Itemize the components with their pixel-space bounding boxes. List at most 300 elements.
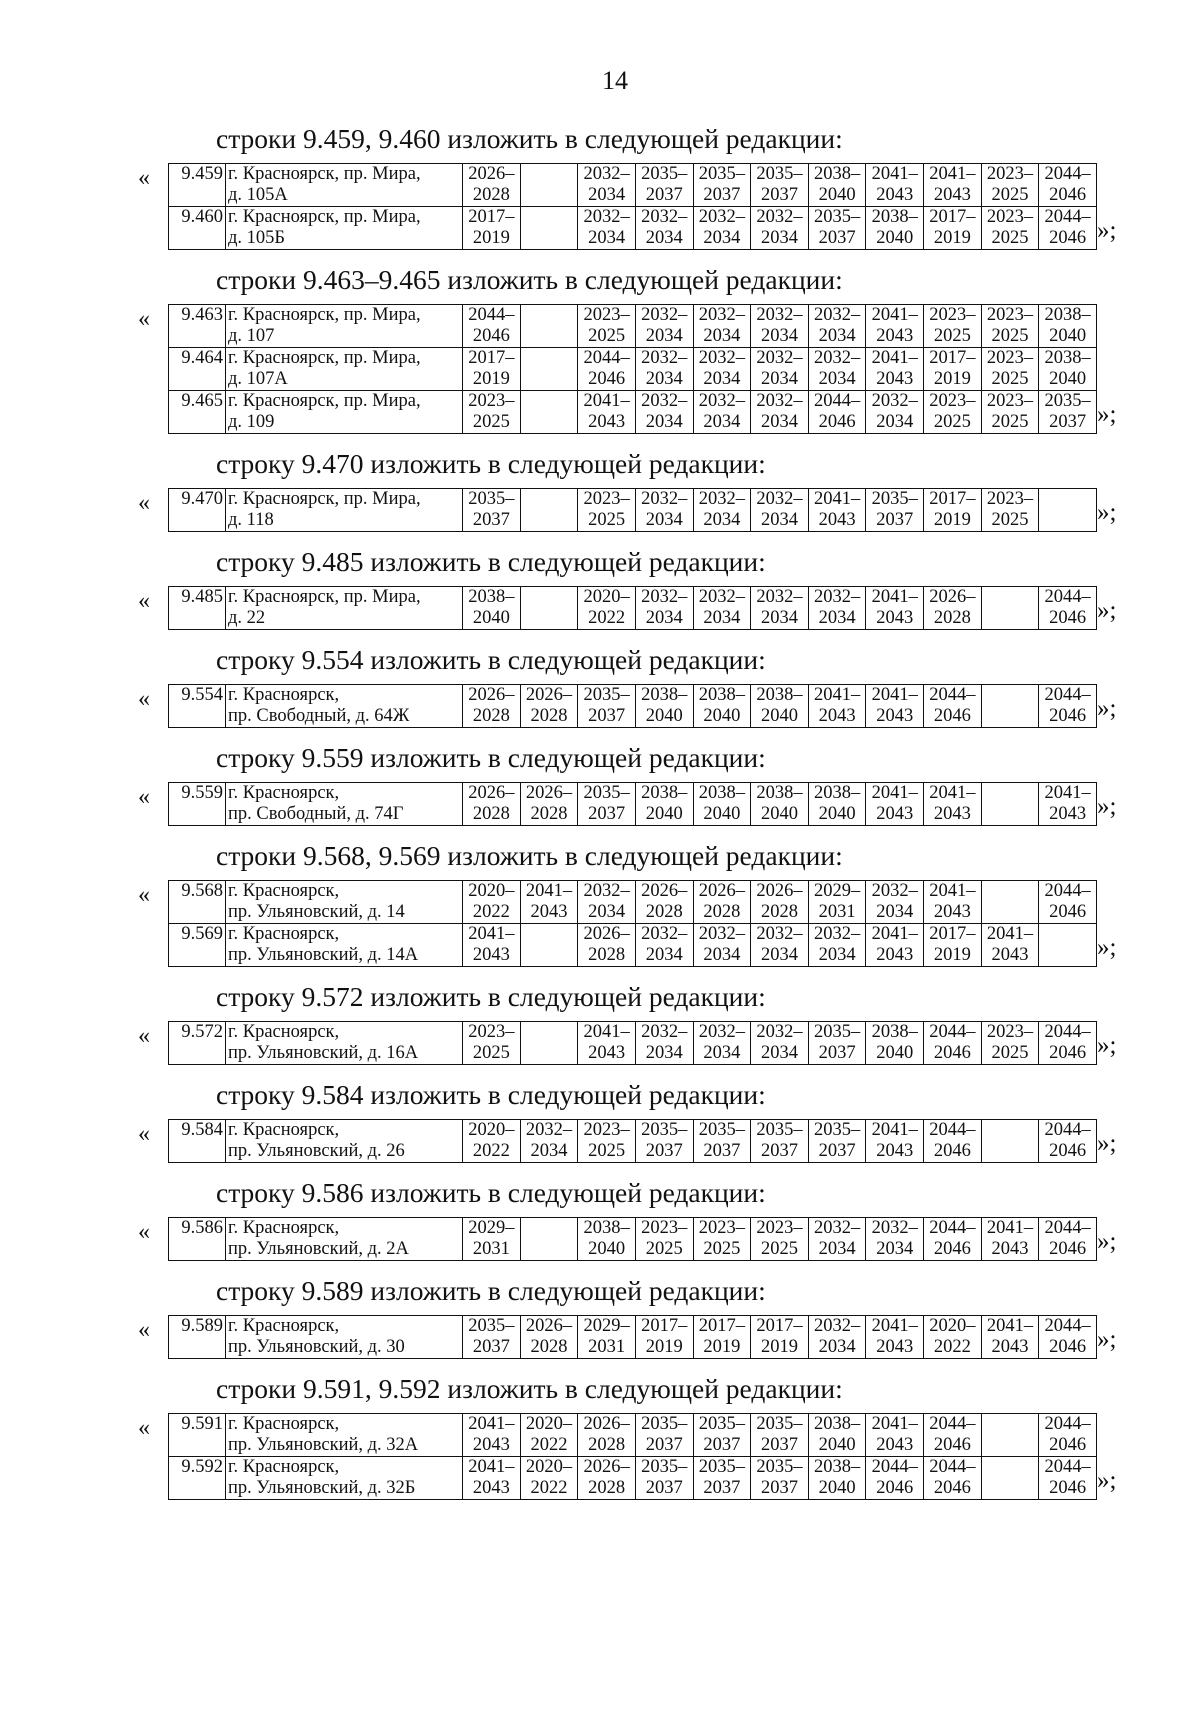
year-start: 2041–: [929, 164, 976, 184]
year-end: 2046: [1049, 1141, 1087, 1161]
year-range-cell: [578, 685, 636, 728]
year-start: 2032–: [756, 1022, 803, 1042]
year-range-cell: [1039, 164, 1097, 207]
year-end: 2040: [818, 804, 856, 824]
year-end: 2043: [876, 1435, 914, 1455]
amendment-instruction: строки 9.591, 9.592 изложить в следующей редакции:: [216, 1373, 843, 1404]
year-range-cell: [520, 489, 578, 532]
year-start: 2038–: [871, 1022, 918, 1042]
year-end: 2025: [588, 510, 626, 530]
year-end: 2025: [991, 326, 1029, 346]
year-start: 2032–: [813, 348, 861, 368]
year-start: 2026–: [641, 881, 688, 901]
amendment-table: [168, 1217, 1097, 1261]
year-end: 2043: [818, 706, 856, 726]
year-start: 2035–: [813, 1120, 861, 1140]
year-end: 2022: [588, 608, 626, 628]
year-end: 2046: [588, 369, 626, 389]
year-end: 2040: [645, 706, 683, 726]
amendment-instruction: строки 9.568, 9.569 изложить в следующей редакции:: [216, 840, 843, 871]
year-start: 2032–: [756, 305, 803, 325]
address-line-1: г. Красноярск,: [228, 1022, 340, 1042]
year-start: 2041–: [986, 1316, 1034, 1336]
year-range-cell: [578, 881, 636, 924]
year-start: 2026–: [929, 587, 976, 607]
year-range-cell: [1039, 1218, 1097, 1261]
year-range-cell: [520, 391, 578, 434]
year-end: 2037: [760, 1435, 798, 1455]
year-range-cell: [635, 1316, 693, 1359]
year-start: [523, 348, 576, 369]
year-start: 2032–: [698, 348, 745, 368]
year-range-cell: [924, 1457, 982, 1500]
address-line-1: г. Красноярск,: [228, 1218, 340, 1238]
year-range-cell: [578, 1120, 636, 1163]
closing-quote: »;: [1097, 499, 1117, 526]
year-end: 2037: [645, 1435, 683, 1455]
amendment-instruction: строку 9.586 изложить в следующей редакции:: [216, 1177, 766, 1208]
table-row: [169, 305, 1097, 348]
year-start: 2044–: [1044, 1457, 1091, 1477]
year-start: 2041–: [929, 783, 976, 803]
year-start: 2044–: [1044, 1022, 1091, 1042]
year-range-cell: [751, 489, 809, 532]
year-end: 2043: [472, 1435, 510, 1455]
year-start: 2032–: [698, 587, 745, 607]
year-range-cell: [981, 348, 1039, 391]
year-end: 2037: [472, 1337, 510, 1357]
year-range-cell: [1039, 783, 1097, 826]
year-start: 2020–: [468, 1120, 515, 1140]
year-end: 2028: [645, 902, 683, 922]
year-end: 2019: [645, 1337, 683, 1357]
year-end: 2040: [818, 1478, 856, 1498]
year-end: 2019: [472, 228, 510, 248]
year-end: 2043: [876, 369, 914, 389]
year-range-cell: [981, 391, 1039, 434]
page-number: 14: [602, 66, 628, 95]
address-line-1: г. Красноярск,: [228, 1316, 340, 1336]
year-start: 2023–: [756, 1218, 803, 1238]
year-start: 2032–: [698, 305, 745, 325]
year-end: 2037: [703, 185, 741, 205]
year-range-cell: [578, 1316, 636, 1359]
year-end: 2034: [645, 945, 683, 965]
year-end: 2037: [876, 510, 914, 530]
year-end: 2022: [530, 1435, 568, 1455]
year-end: 2037: [645, 1141, 683, 1161]
year-end: 2028: [530, 706, 568, 726]
closing-quote: »;: [1097, 934, 1117, 961]
year-start: 2032–: [698, 924, 745, 944]
year-range-cell: [463, 1414, 521, 1457]
address-line-2: пр. Ульяновский, д. 32А: [228, 1435, 419, 1455]
year-end: 2037: [760, 1141, 798, 1161]
year-range-cell: [635, 1022, 693, 1065]
year-end: 2037: [703, 1141, 741, 1161]
address-line-1: г. Красноярск,: [228, 1457, 340, 1477]
year-end: 2040: [760, 804, 798, 824]
year-start: 2041–: [871, 1120, 918, 1140]
year-range-cell: [751, 881, 809, 924]
year-end: 2028: [588, 1435, 626, 1455]
year-end: 2043: [876, 804, 914, 824]
year-range-cell: [520, 1414, 578, 1457]
year-start: [984, 587, 1037, 608]
year-range-cell: [520, 1120, 578, 1163]
year-range-cell: [693, 207, 751, 250]
year-end: 2025: [588, 326, 626, 346]
year-range-cell: [751, 1120, 809, 1163]
table-row: [169, 1022, 1097, 1065]
table-row: [169, 164, 1097, 207]
year-start: 2032–: [698, 1022, 745, 1042]
year-end: [523, 185, 576, 206]
opening-quote: «: [138, 882, 150, 908]
year-end: [523, 369, 576, 390]
year-range-cell: [635, 1120, 693, 1163]
year-range-cell: [635, 587, 693, 630]
year-end: 2037: [1049, 412, 1087, 432]
opening-quote: «: [138, 1317, 150, 1343]
year-range-cell: [520, 305, 578, 348]
year-start: 2017–: [929, 348, 976, 368]
row-number: 9.465: [169, 391, 226, 434]
year-end: 2037: [703, 1435, 741, 1455]
year-range-cell: [981, 587, 1039, 630]
row-number: 9.584: [169, 1120, 226, 1163]
year-end: 2043: [876, 326, 914, 346]
year-start: 2029–: [813, 881, 861, 901]
row-address: [226, 587, 463, 630]
year-range-cell: [578, 1414, 636, 1457]
amendment-instruction: строку 9.554 изложить в следующей редакции:: [216, 644, 766, 675]
year-range-cell: [924, 685, 982, 728]
year-range-cell: [981, 1316, 1039, 1359]
year-range-cell: [520, 587, 578, 630]
year-start: 2035–: [641, 1457, 688, 1477]
year-range-cell: [808, 164, 866, 207]
year-end: 2025: [472, 1043, 510, 1063]
year-range-cell: [635, 1218, 693, 1261]
year-end: 2040: [645, 804, 683, 824]
year-start: 2035–: [583, 685, 630, 705]
year-range-cell: [808, 391, 866, 434]
year-start: 2035–: [871, 489, 918, 509]
closing-quote: »;: [1097, 1326, 1117, 1353]
year-start: 2023–: [641, 1218, 688, 1238]
year-range-cell: [463, 587, 521, 630]
table-row: [169, 587, 1097, 630]
year-range-cell: [520, 348, 578, 391]
year-start: 2038–: [641, 783, 688, 803]
year-start: 2041–: [871, 305, 918, 325]
year-end: 2025: [991, 412, 1029, 432]
year-end: 2028: [933, 608, 971, 628]
year-end: 2034: [703, 369, 741, 389]
year-start: 2032–: [871, 1218, 918, 1238]
year-range-cell: [693, 1022, 751, 1065]
year-start: 2041–: [929, 881, 976, 901]
year-end: [523, 510, 576, 531]
year-start: 2023–: [986, 305, 1034, 325]
address-line-1: г. Красноярск,: [228, 924, 340, 944]
year-end: 2034: [703, 945, 741, 965]
year-range-cell: [808, 1218, 866, 1261]
year-end: 2037: [645, 185, 683, 205]
year-end: 2034: [645, 510, 683, 530]
year-start: 2035–: [641, 1414, 688, 1434]
address-line-2: д. 118: [228, 510, 274, 530]
year-start: 2029–: [583, 1316, 630, 1336]
year-end: 2034: [876, 1239, 914, 1259]
year-range-cell: [808, 348, 866, 391]
year-start: 2038–: [468, 587, 515, 607]
address-line-2: д. 107: [228, 326, 275, 346]
year-end: 2046: [1049, 1478, 1087, 1498]
year-start: [984, 1120, 1037, 1141]
year-start: [523, 1022, 576, 1043]
year-start: 2017–: [929, 489, 976, 509]
amendment-instruction: строку 9.559 изложить в следующей редакции:: [216, 742, 766, 773]
year-start: 2032–: [525, 1120, 573, 1140]
amendment-instruction: строку 9.572 изложить в следующей редакции:: [216, 981, 766, 1012]
year-end: [1041, 945, 1094, 966]
row-number: 9.485: [169, 587, 226, 630]
year-range-cell: [520, 924, 578, 967]
year-end: 2034: [760, 1043, 798, 1063]
year-range-cell: [1039, 391, 1097, 434]
amendment-block: [138, 782, 1117, 826]
year-start: 2035–: [641, 164, 688, 184]
year-start: 2044–: [1044, 587, 1091, 607]
year-end: 2031: [472, 1239, 510, 1259]
year-end: 2043: [991, 945, 1029, 965]
year-end: 2046: [933, 1043, 971, 1063]
year-range-cell: [693, 305, 751, 348]
row-number: 9.568: [169, 881, 226, 924]
year-start: 2032–: [641, 924, 688, 944]
year-range-cell: [463, 881, 521, 924]
year-start: 2044–: [929, 1022, 976, 1042]
year-end: 2043: [933, 902, 971, 922]
year-end: 2046: [1049, 185, 1087, 205]
year-start: 2023–: [986, 391, 1034, 411]
closing-quote: »;: [1097, 1228, 1117, 1255]
year-start: 2035–: [641, 1120, 688, 1140]
amendment-block: [138, 1413, 1117, 1500]
year-range-cell: [578, 924, 636, 967]
year-end: 2046: [1049, 902, 1087, 922]
year-start: 2041–: [813, 685, 861, 705]
year-end: 2031: [588, 1337, 626, 1357]
address-line-1: г. Красноярск,: [228, 881, 340, 901]
year-start: 2038–: [871, 207, 918, 227]
year-range-cell: [693, 348, 751, 391]
year-range-cell: [751, 1414, 809, 1457]
year-start: 2041–: [813, 489, 861, 509]
year-end: [523, 228, 576, 249]
year-range-cell: [635, 164, 693, 207]
year-end: 2034: [588, 228, 626, 248]
year-start: 2044–: [583, 348, 630, 368]
closing-quote: »;: [1097, 217, 1117, 244]
year-end: 2025: [991, 185, 1029, 205]
amendment-table: [168, 684, 1097, 728]
year-range-cell: [751, 164, 809, 207]
year-range-cell: [1039, 924, 1097, 967]
row-address: [226, 685, 463, 728]
year-start: 2032–: [871, 391, 918, 411]
year-range-cell: [520, 783, 578, 826]
year-range-cell: [1039, 1316, 1097, 1359]
year-range-cell: [808, 489, 866, 532]
year-end: 2034: [588, 185, 626, 205]
year-range-cell: [463, 1022, 521, 1065]
year-end: 2034: [876, 412, 914, 432]
row-number: 9.554: [169, 685, 226, 728]
year-start: 2017–: [756, 1316, 803, 1336]
year-range-cell: [981, 1120, 1039, 1163]
year-end: 2034: [703, 326, 741, 346]
year-start: 2044–: [929, 1218, 976, 1238]
year-start: 2041–: [1044, 783, 1091, 803]
closing-quote: »;: [1097, 695, 1117, 722]
amendment-block: [138, 488, 1117, 532]
year-end: 2046: [472, 326, 510, 346]
amendment-instruction: строку 9.584 изложить в следующей редакции:: [216, 1079, 766, 1110]
year-start: 2041–: [525, 881, 573, 901]
row-address: [226, 207, 463, 250]
year-range-cell: [520, 1457, 578, 1500]
year-end: 2019: [933, 228, 971, 248]
year-range-cell: [635, 1414, 693, 1457]
year-start: 2017–: [698, 1316, 745, 1336]
year-end: 2034: [645, 608, 683, 628]
year-start: 2032–: [641, 391, 688, 411]
year-start: 2032–: [756, 348, 803, 368]
year-range-cell: [866, 489, 924, 532]
year-start: 2026–: [525, 783, 573, 803]
year-end: 2034: [818, 945, 856, 965]
year-end: [984, 1435, 1037, 1456]
year-end: 2046: [1049, 608, 1087, 628]
year-range-cell: [635, 881, 693, 924]
year-start: 2023–: [986, 489, 1034, 509]
amendment-instruction: строки 9.459, 9.460 изложить в следующей редакции:: [216, 123, 843, 154]
year-end: 2046: [933, 1239, 971, 1259]
year-start: 2032–: [583, 881, 630, 901]
year-end: [523, 945, 576, 966]
row-address: [226, 348, 463, 391]
address-line-2: пр. Ульяновский, д. 26: [228, 1141, 405, 1161]
year-range-cell: [751, 207, 809, 250]
year-range-cell: [924, 1316, 982, 1359]
year-range-cell: [981, 1414, 1039, 1457]
year-start: 2035–: [756, 1457, 803, 1477]
year-range-cell: [693, 587, 751, 630]
year-range-cell: [751, 924, 809, 967]
year-start: 2020–: [525, 1457, 573, 1477]
amendment-block: [138, 163, 1117, 250]
year-start: 2044–: [1044, 881, 1091, 901]
year-range-cell: [693, 489, 751, 532]
year-range-cell: [520, 685, 578, 728]
year-start: 2023–: [583, 305, 630, 325]
year-end: 2040: [818, 1435, 856, 1455]
year-end: 2025: [703, 1239, 741, 1259]
year-start: 2044–: [1044, 1218, 1091, 1238]
address-line-1: г. Красноярск,: [228, 783, 340, 803]
address-line-1: г. Красноярск, пр. Мира,: [228, 391, 421, 411]
year-range-cell: [751, 1218, 809, 1261]
year-start: 2032–: [813, 587, 861, 607]
year-start: 2044–: [813, 391, 861, 411]
year-end: 2037: [588, 804, 626, 824]
row-number: 9.464: [169, 348, 226, 391]
year-end: [984, 1478, 1037, 1499]
year-range-cell: [520, 164, 578, 207]
address-line-2: пр. Ульяновский, д. 14: [228, 902, 405, 922]
year-start: 2026–: [756, 881, 803, 901]
year-end: 2028: [530, 804, 568, 824]
year-end: [984, 608, 1037, 629]
year-range-cell: [924, 348, 982, 391]
year-end: 2040: [588, 1239, 626, 1259]
year-start: 2038–: [813, 783, 861, 803]
year-start: 2035–: [698, 164, 745, 184]
closing-quote: »;: [1097, 597, 1117, 624]
year-end: 2043: [876, 608, 914, 628]
year-range-cell: [866, 881, 924, 924]
year-range-cell: [635, 924, 693, 967]
year-range-cell: [981, 1457, 1039, 1500]
year-range-cell: [520, 1022, 578, 1065]
closing-quote: »;: [1097, 1130, 1117, 1157]
year-end: 2037: [645, 1478, 683, 1498]
table-row: [169, 1414, 1097, 1457]
year-range-cell: [463, 391, 521, 434]
year-range-cell: [866, 587, 924, 630]
year-start: 2017–: [929, 924, 976, 944]
year-end: 2034: [645, 228, 683, 248]
year-start: 2044–: [929, 1120, 976, 1140]
year-range-cell: [924, 783, 982, 826]
year-start: 2044–: [929, 1414, 976, 1434]
address-line-2: д. 22: [228, 608, 266, 628]
year-start: 2035–: [468, 489, 515, 509]
year-end: 2046: [933, 1435, 971, 1455]
year-start: 2023–: [583, 1120, 630, 1140]
opening-quote: «: [138, 306, 150, 332]
year-range-cell: [463, 489, 521, 532]
year-start: 2044–: [1044, 1120, 1091, 1140]
row-number: 9.591: [169, 1414, 226, 1457]
address-line-2: пр. Свободный, д. 64Ж: [228, 706, 410, 726]
address-line-1: г. Красноярск,: [228, 1120, 340, 1140]
year-range-cell: [981, 1022, 1039, 1065]
year-start: 2017–: [929, 207, 976, 227]
year-range-cell: [520, 207, 578, 250]
amendment-instruction: строки 9.463–9.465 изложить в следующей редакции:: [216, 264, 843, 295]
year-range-cell: [808, 1316, 866, 1359]
year-start: 2029–: [468, 1218, 515, 1238]
year-start: [984, 1414, 1037, 1435]
year-start: 2026–: [525, 685, 573, 705]
opening-quote: «: [138, 1219, 150, 1245]
year-range-cell: [751, 1457, 809, 1500]
address-line-1: г. Красноярск, пр. Мира,: [228, 207, 421, 227]
